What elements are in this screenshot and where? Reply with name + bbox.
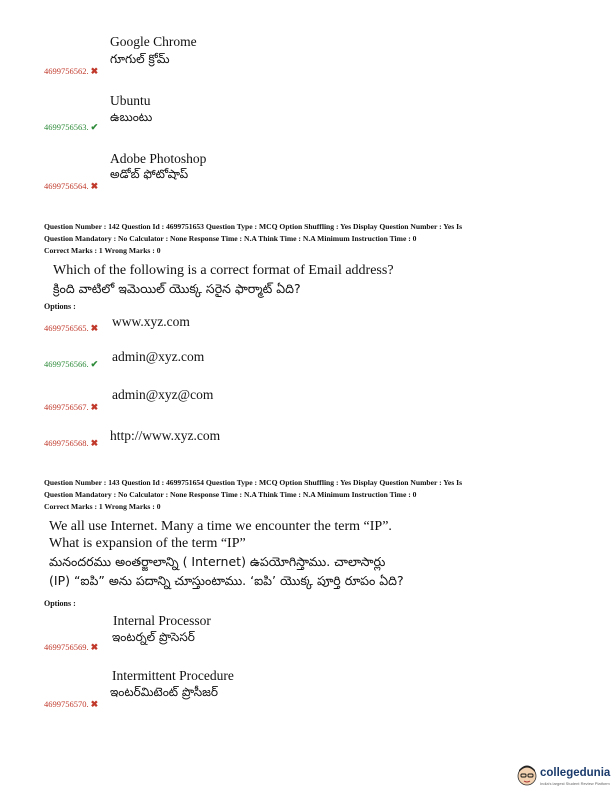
question-text-te: క్రింది వాటిలో ఇమెయిల్ యొక్క సరైన ఫార్మాట్ ఏది? bbox=[53, 281, 301, 296]
option-id: 4699756563. ✔ bbox=[44, 122, 99, 132]
question-text-te: మనందరము అంతర్జాలాన్ని ( Internet) ఉపయోగిస్తాము. చాలాసార్లు bbox=[49, 554, 386, 569]
wrong-mark-icon: ✖ bbox=[90, 699, 99, 709]
option-id: 4699756570. ✖ bbox=[44, 699, 99, 709]
wrong-mark-icon: ✖ bbox=[90, 181, 99, 191]
option-text-en: Intermittent Procedure bbox=[112, 668, 234, 683]
option-id: 4699756569. ✖ bbox=[44, 642, 99, 652]
option-id: 4699756566. ✔ bbox=[44, 359, 99, 369]
option-text-en: Google Chrome bbox=[110, 34, 197, 49]
correct-check-icon: ✔ bbox=[90, 122, 99, 132]
correct-check-icon: ✔ bbox=[90, 359, 99, 369]
option-text-en: admin@xyz.com bbox=[112, 349, 205, 364]
option-text-te: గూగుల్ క్రోమ్ bbox=[110, 52, 170, 66]
question-text-te: (IP) “ఐపి” అను పదాన్ని చూస్తుంటాము. ‘ఐపి’ యొక్క పూర్తి రూపం ఏది? bbox=[49, 573, 404, 588]
options-label: Options : bbox=[44, 599, 76, 608]
option-text-te: అడోబ్ ఫోటోషాప్ bbox=[110, 167, 189, 181]
option-text-en: Ubuntu bbox=[110, 93, 151, 108]
option-text-en: Internal Processor bbox=[113, 613, 211, 628]
question-meta: Question Number : 143 Question Id : 4699751654 Question Type : MCQ Option Shuffling : Yes Display Question Number : Yes Is bbox=[44, 478, 463, 487]
question-text-en: What is expansion of the term “IP” bbox=[49, 536, 246, 551]
logo-wordmark: collegedunia bbox=[540, 767, 611, 779]
option-id: 4699756564. ✖ bbox=[44, 181, 99, 191]
question-marks: Correct Marks : 1 Wrong Marks : 0 bbox=[44, 502, 161, 511]
wrong-mark-icon: ✖ bbox=[90, 66, 99, 76]
wrong-mark-icon: ✖ bbox=[90, 642, 99, 652]
option-text-en: www.xyz.com bbox=[112, 314, 190, 329]
option-text-en: admin@xyz@com bbox=[112, 387, 214, 402]
options-label: Options : bbox=[44, 302, 76, 311]
option-text-en: Adobe Photoshop bbox=[110, 151, 207, 166]
option-id: 4699756568. ✖ bbox=[44, 438, 99, 448]
question-text-en: We all use Internet. Many a time we encounter the term “IP”. bbox=[49, 519, 392, 534]
option-id: 4699756565. ✖ bbox=[44, 323, 99, 333]
question-meta: Question Number : 142 Question Id : 4699751653 Question Type : MCQ Option Shuffling : Yes Display Question Number : Yes Is bbox=[44, 222, 463, 231]
option-text-te: ఉబుంటు bbox=[110, 110, 153, 124]
wrong-mark-icon: ✖ bbox=[90, 438, 99, 448]
wrong-mark-icon: ✖ bbox=[90, 402, 99, 412]
collegedunia-logo bbox=[516, 762, 611, 790]
question-meta: Question Mandatory : No Calculator : None Response Time : N.A Think Time : N.A Minimum Instruction Time : 0 bbox=[44, 490, 417, 499]
option-id: 4699756562. ✖ bbox=[44, 66, 99, 76]
option-text-te: ఇంటర్‌మిటెంట్ ప్రొసీజర్ bbox=[110, 685, 219, 699]
option-id: 4699756567. ✖ bbox=[44, 402, 99, 412]
question-text-en: Which of the following is a correct format of Email address? bbox=[53, 263, 394, 278]
question-marks: Correct Marks : 1 Wrong Marks : 0 bbox=[44, 246, 161, 255]
option-text-en: http://www.xyz.com bbox=[110, 428, 221, 443]
wrong-mark-icon: ✖ bbox=[90, 323, 99, 333]
logo-tagline: India's largest Student Review Platform bbox=[540, 781, 610, 786]
option-text-te: ఇంటర్నల్ ప్రొసెసర్ bbox=[112, 630, 195, 644]
question-meta: Question Mandatory : No Calculator : None Response Time : N.A Think Time : N.A Minimum Instruction Time : 0 bbox=[44, 234, 417, 243]
